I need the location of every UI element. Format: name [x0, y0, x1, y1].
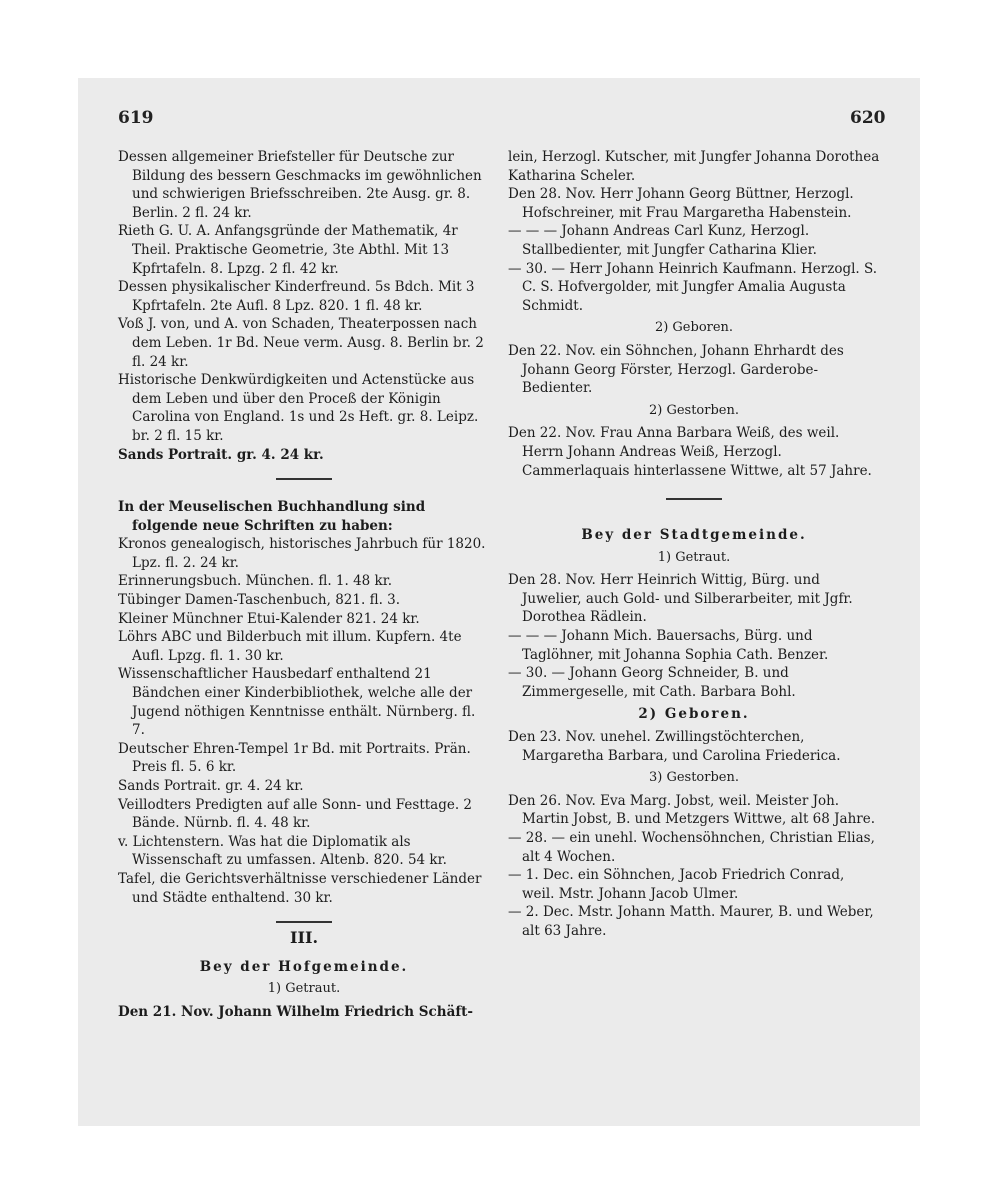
record-entry: Den 22. Nov. Frau Anna Barbara Weiß, des weil. Herrn Johann Andreas Weiß, Herzogl. Cammerlaquais hinterlassene Wittwe, alt 57 Jahre.	[508, 425, 872, 479]
book-entry: Historische Denkwürdigkeiten und Actenstücke aus dem Leben und über den Proceß der Königin Carolina von England. 1s und 2s Heft. gr. 8. Leipz. br. 2 fl. 15 kr.	[118, 372, 479, 444]
subsection-heading: 2) Gestorben.	[648, 402, 739, 418]
section-divider	[666, 498, 722, 500]
section-heading: Bey der Stadtgemeinde.	[581, 527, 807, 544]
book-entry: Tübinger Damen-Taschenbuch, 821. fl. 3.	[118, 592, 401, 609]
page-number-right: 620	[850, 108, 886, 128]
record-entry: — 30. — Johann Georg Schneider, B. und Zimmergeselle, mit Cath. Barbara Bohl.	[508, 665, 796, 700]
book-entry: Dessen physikalischer Kinderfreund. 5s Bdch. Mit 3 Kpfrtafeln. 2te Aufl. 8 Lpz. 820. 1 fl. 48 kr.	[118, 279, 475, 314]
book-entry: Sands Portrait. gr. 4. 24 kr.	[118, 446, 324, 463]
record-entry: Den 26. Nov. Eva Marg. Jobst, weil. Meister Joh. Martin Jobst, B. und Metzgers Wittwe, alt 68 Jahre.	[508, 792, 876, 828]
book-entry: v. Lichtenstern. Was hat die Diplomatik als Wissenschaft zu umfassen. Altenb. 820. 54 kr.	[118, 833, 447, 869]
book-entry: Veillodters Predigten auf alle Sonn- und Festtage. 2 Bände. Nürnb. fl. 4. 48 kr.	[118, 796, 473, 832]
record-entry: Den 28. Nov. Herr Johann Georg Büttner, Herzogl. Hofschreiner, mit Frau Margaretha Habenstein.	[508, 186, 854, 221]
subsection-heading: 2) Geboren.	[654, 320, 734, 336]
book-entry: Rieth G. U. A. Anfangsgründe der Mathematik, 4r Theil. Praktische Geometrie, 3te Abthl. Mit 13 Kpfrtafeln. 8. Lpzg. 2 fl. 42 kr.	[118, 223, 458, 277]
book-entry: Kronos genealogisch, historisches Jahrbuch für 1820. Lpz. fl. 2. 24 kr.	[118, 536, 486, 571]
record-entry: — — — Johann Mich. Bauersachs, Bürg. und Taglöhner, mit Johanna Sophia Cath. Benzer.	[508, 628, 829, 663]
book-entry: Deutscher Ehren-Tempel 1r Bd. mit Portraits. Prän. Preis fl. 5. 6 kr.	[118, 740, 471, 776]
subsection-heading: 1) Getraut.	[267, 981, 341, 997]
left-column	[118, 148, 490, 1022]
book-entry: Sands Portrait. gr. 4. 24 kr.	[118, 778, 304, 794]
record-entry: — 1. Dec. ein Söhnchen, Jacob Friedrich Conrad, weil. Mstr. Johann Jacob Ulmer.	[508, 867, 845, 902]
bookshop-intro: In der Meuselischen Buchhandlung sind folgende neue Schriften zu haben:	[118, 499, 426, 534]
book-entry: Löhrs ABC und Bilderbuch mit illum. Kupfern. 4te Aufl. Lpzg. fl. 1. 30 kr.	[118, 629, 462, 664]
record-entry: — 2. Dec. Mstr. Johann Matth. Maurer, B. und Weber, alt 63 Jahre.	[508, 904, 874, 939]
record-entry: Den 28. Nov. Herr Heinrich Wittig, Bürg. und Juwelier, auch Gold- und Silberarbeiter, mit Jgfr. Dorothea Rädlein.	[508, 572, 853, 626]
record-entry: — 28. — ein unehl. Wochensöhnchen, Christian Elias, alt 4 Wochen.	[508, 830, 875, 865]
book-entry: Dessen allgemeiner Briefsteller für Deutsche zur Bildung des bessern Geschmacks im gewöhnlichen und schwierigen Briefsschreiben. 2te Ausg. gr. 8. Berlin. 2 fl. 24 kr.	[118, 149, 482, 221]
subsection-heading: 2) Geboren.	[638, 706, 750, 723]
section-divider	[276, 478, 332, 480]
book-entry: Tafel, die Gerichtsverhältnisse verschiedener Länder und Städte enthaltend. 30 kr.	[118, 870, 482, 906]
subsection-heading: 3) Gestorben.	[648, 770, 739, 786]
book-entry: Voß J. von, und A. von Schaden, Theaterpossen nach dem Leben. 1r Bd. Neue verm. Ausg. 8. Berlin br. 2 fl. 24 kr.	[118, 316, 484, 370]
book-entry: Erinnerungsbuch. München. fl. 1. 48 kr.	[118, 573, 392, 590]
book-entry: Kleiner Münchner Etui-Kalender 821. 24 kr.	[118, 610, 420, 627]
record-entry: lein, Herzogl. Kutscher, mit Jungfer Johanna Dorothea Katharina Scheler.	[508, 149, 880, 184]
subsection-heading: 1) Getraut.	[657, 549, 731, 565]
section-number: III.	[289, 928, 319, 948]
right-column	[508, 148, 880, 941]
section-heading: Bey der Hofgemeinde.	[199, 958, 409, 975]
section-divider	[276, 921, 332, 923]
record-entry: Den 23. Nov. unehel. Zwillingstöchterchen, Margaretha Barbara, und Carolina Friederica.	[508, 729, 841, 764]
page-number-left: 619	[118, 108, 154, 128]
record-entry: — 30. — Herr Johann Heinrich Kaufmann. Herzogl. S. C. S. Hofvergolder, mit Jungfer Amalia Augusta Schmidt.	[508, 260, 878, 314]
book-entry: Wissenschaftlicher Hausbedarf enthaltend 21 Bändchen einer Kinderbibliothek, welche alle der Jugend nöthigen Kenntnisse enthält. Nürnberg. fl. 7.	[118, 666, 476, 739]
record-entry: Den 22. Nov. ein Söhnchen, Johann Ehrhardt des Johann Georg Förster, Herzogl. Garderobe-Bedienter.	[508, 342, 844, 397]
record-entry: — — — Johann Andreas Carl Kunz, Herzogl. Stallbedienter, mit Jungfer Catharina Klier.	[508, 223, 817, 258]
record-entry: Den 21. Nov. Johann Wilhelm Friedrich Schäft-	[118, 1003, 473, 1020]
